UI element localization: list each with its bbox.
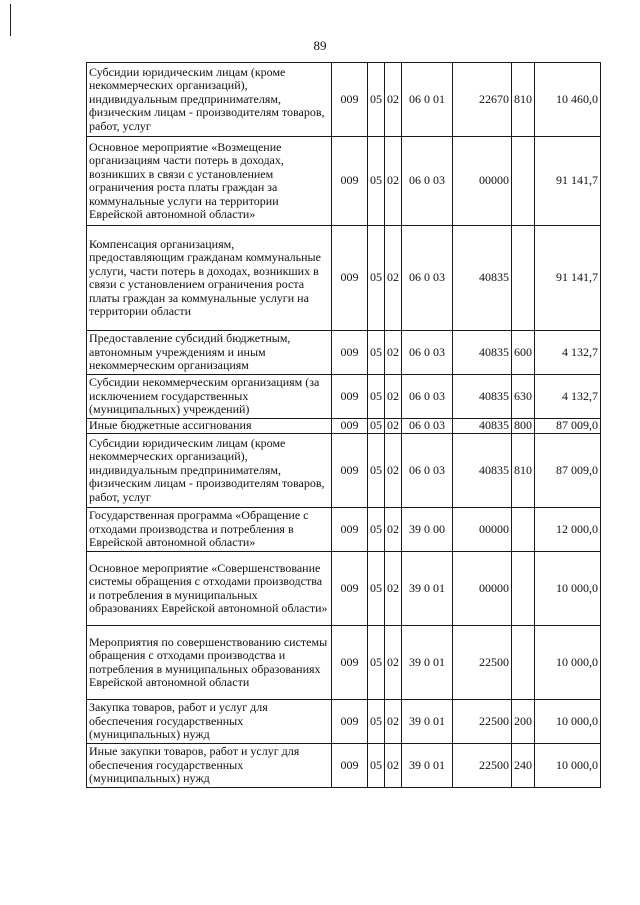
direction-code-cell: 40835 bbox=[453, 434, 512, 508]
amount-cell: 10 000,0 bbox=[535, 744, 601, 788]
program-code-cell: 06 0 01 bbox=[402, 63, 453, 137]
table-row bbox=[87, 552, 601, 626]
expense-name-cell: Компенсация организациям, предоставляющим гражданам коммунальные услуги, части потерь в доходах, возникших в связи с установлением ограничения роста платы граждан за коммунальные услуги на территории области bbox=[87, 226, 332, 331]
ministry-code-cell: 009 bbox=[332, 626, 368, 700]
subsection-code-cell: 02 bbox=[385, 552, 402, 626]
table-row bbox=[87, 226, 601, 331]
section-code-cell: 05 bbox=[368, 137, 385, 226]
ministry-code-cell: 009 bbox=[332, 744, 368, 788]
table-row bbox=[87, 63, 601, 137]
direction-code-cell: 22500 bbox=[453, 744, 512, 788]
expense-type-cell bbox=[512, 137, 535, 226]
page-number: 89 bbox=[313, 38, 327, 53]
subsection-code-cell: 02 bbox=[385, 700, 402, 744]
subsection-code-cell: 02 bbox=[385, 375, 402, 419]
ministry-code-cell: 009 bbox=[332, 226, 368, 331]
expense-type-cell: 810 bbox=[512, 434, 535, 508]
section-code-cell: 05 bbox=[368, 552, 385, 626]
amount-cell: 10 460,0 bbox=[535, 63, 601, 137]
expense-name-cell: Закупка товаров, работ и услуг для обеспечения государственных (муниципальных) нужд bbox=[87, 700, 332, 744]
expense-type-cell: 240 bbox=[512, 744, 535, 788]
table-row bbox=[87, 375, 601, 419]
expense-name-cell: Государственная программа «Обращение с отходами производства и потребления в Еврейской автономной области» bbox=[87, 508, 332, 552]
amount-cell: 91 141,7 bbox=[535, 137, 601, 226]
program-code-cell: 39 0 01 bbox=[402, 744, 453, 788]
program-code-cell: 39 0 01 bbox=[402, 552, 453, 626]
program-code-cell: 06 0 03 bbox=[402, 226, 453, 331]
ministry-code-cell: 009 bbox=[332, 331, 368, 375]
amount-cell: 12 000,0 bbox=[535, 508, 601, 552]
program-code-cell: 06 0 03 bbox=[402, 331, 453, 375]
ministry-code-cell: 009 bbox=[332, 508, 368, 552]
ministry-code-cell: 009 bbox=[332, 63, 368, 137]
expense-name-cell: Иные бюджетные ассигнования bbox=[87, 419, 332, 434]
expense-type-cell bbox=[512, 508, 535, 552]
direction-code-cell: 40835 bbox=[453, 375, 512, 419]
table-body bbox=[87, 63, 601, 788]
direction-code-cell: 00000 bbox=[453, 508, 512, 552]
section-code-cell: 05 bbox=[368, 626, 385, 700]
budget-table bbox=[86, 62, 601, 788]
direction-code-cell: 40835 bbox=[453, 331, 512, 375]
section-code-cell: 05 bbox=[368, 63, 385, 137]
program-code-cell: 39 0 01 bbox=[402, 626, 453, 700]
subsection-code-cell: 02 bbox=[385, 419, 402, 434]
amount-cell: 87 009,0 bbox=[535, 419, 601, 434]
direction-code-cell: 40835 bbox=[453, 226, 512, 331]
program-code-cell: 06 0 03 bbox=[402, 137, 453, 226]
amount-cell: 4 132,7 bbox=[535, 331, 601, 375]
subsection-code-cell: 02 bbox=[385, 137, 402, 226]
program-code-cell: 06 0 03 bbox=[402, 434, 453, 508]
section-code-cell: 05 bbox=[368, 226, 385, 331]
section-code-cell: 05 bbox=[368, 700, 385, 744]
table-row bbox=[87, 419, 601, 434]
ministry-code-cell: 009 bbox=[332, 700, 368, 744]
section-code-cell: 05 bbox=[368, 508, 385, 552]
amount-cell: 91 141,7 bbox=[535, 226, 601, 331]
expense-type-cell: 200 bbox=[512, 700, 535, 744]
expense-type-cell: 800 bbox=[512, 419, 535, 434]
expense-type-cell bbox=[512, 226, 535, 331]
ministry-code-cell: 009 bbox=[332, 137, 368, 226]
table-row bbox=[87, 744, 601, 788]
amount-cell: 10 000,0 bbox=[535, 552, 601, 626]
subsection-code-cell: 02 bbox=[385, 508, 402, 552]
direction-code-cell: 00000 bbox=[453, 552, 512, 626]
subsection-code-cell: 02 bbox=[385, 434, 402, 508]
section-code-cell: 05 bbox=[368, 375, 385, 419]
direction-code-cell: 22500 bbox=[453, 700, 512, 744]
ministry-code-cell: 009 bbox=[332, 419, 368, 434]
expense-name-cell: Иные закупки товаров, работ и услуг для обеспечения государственных (муниципальных) нужд bbox=[87, 744, 332, 788]
program-code-cell: 39 0 01 bbox=[402, 700, 453, 744]
expense-type-cell: 600 bbox=[512, 331, 535, 375]
section-code-cell: 05 bbox=[368, 434, 385, 508]
amount-cell: 10 000,0 bbox=[535, 626, 601, 700]
subsection-code-cell: 02 bbox=[385, 226, 402, 331]
subsection-code-cell: 02 bbox=[385, 331, 402, 375]
direction-code-cell: 40835 bbox=[453, 419, 512, 434]
table-row bbox=[87, 331, 601, 375]
table-row bbox=[87, 137, 601, 226]
table-row bbox=[87, 508, 601, 552]
section-code-cell: 05 bbox=[368, 744, 385, 788]
ministry-code-cell: 009 bbox=[332, 434, 368, 508]
amount-cell: 4 132,7 bbox=[535, 375, 601, 419]
expense-name-cell: Мероприятия по совершенствованию системы обращения с отходами производства и потребления в муниципальных образованиях Еврейской автономной области bbox=[87, 626, 332, 700]
program-code-cell: 06 0 03 bbox=[402, 375, 453, 419]
expense-type-cell: 810 bbox=[512, 63, 535, 137]
expense-type-cell bbox=[512, 626, 535, 700]
ministry-code-cell: 009 bbox=[332, 552, 368, 626]
table-row bbox=[87, 626, 601, 700]
ministry-code-cell: 009 bbox=[332, 375, 368, 419]
margin-line bbox=[10, 4, 11, 36]
expense-name-cell: Субсидии некоммерческим организациям (за исключением государственных (муниципальных) учреждений) bbox=[87, 375, 332, 419]
subsection-code-cell: 02 bbox=[385, 63, 402, 137]
expense-name-cell: Субсидии юридическим лицам (кроме некоммерческих организаций), индивидуальным предпринимателям, физическим лицам - производителям товаров, работ, услуг bbox=[87, 63, 332, 137]
direction-code-cell: 22670 bbox=[453, 63, 512, 137]
expense-name-cell: Предоставление субсидий бюджетным, автономным учреждениям и иным некоммерческим организациям bbox=[87, 331, 332, 375]
section-code-cell: 05 bbox=[368, 419, 385, 434]
direction-code-cell: 00000 bbox=[453, 137, 512, 226]
table-row bbox=[87, 700, 601, 744]
direction-code-cell: 22500 bbox=[453, 626, 512, 700]
expense-name-cell: Основное мероприятие «Возмещение организациям части потерь в доходах, возникших в связи с установлением ограничения роста платы граждан за коммунальные услуги на территории Еврейской автономной области» bbox=[87, 137, 332, 226]
expense-name-cell: Субсидии юридическим лицам (кроме некоммерческих организаций), индивидуальным предпринимателям, физическим лицам - производителям товаров, работ, услуг bbox=[87, 434, 332, 508]
expense-name-cell: Основное мероприятие «Совершенствование системы обращения с отходами производства и потребления в муниципальных образованиях Еврейской автономной области» bbox=[87, 552, 332, 626]
expense-type-cell: 630 bbox=[512, 375, 535, 419]
program-code-cell: 06 0 03 bbox=[402, 419, 453, 434]
subsection-code-cell: 02 bbox=[385, 626, 402, 700]
amount-cell: 87 009,0 bbox=[535, 434, 601, 508]
section-code-cell: 05 bbox=[368, 331, 385, 375]
subsection-code-cell: 02 bbox=[385, 744, 402, 788]
program-code-cell: 39 0 00 bbox=[402, 508, 453, 552]
table-row bbox=[87, 434, 601, 508]
amount-cell: 10 000,0 bbox=[535, 700, 601, 744]
expense-type-cell bbox=[512, 552, 535, 626]
